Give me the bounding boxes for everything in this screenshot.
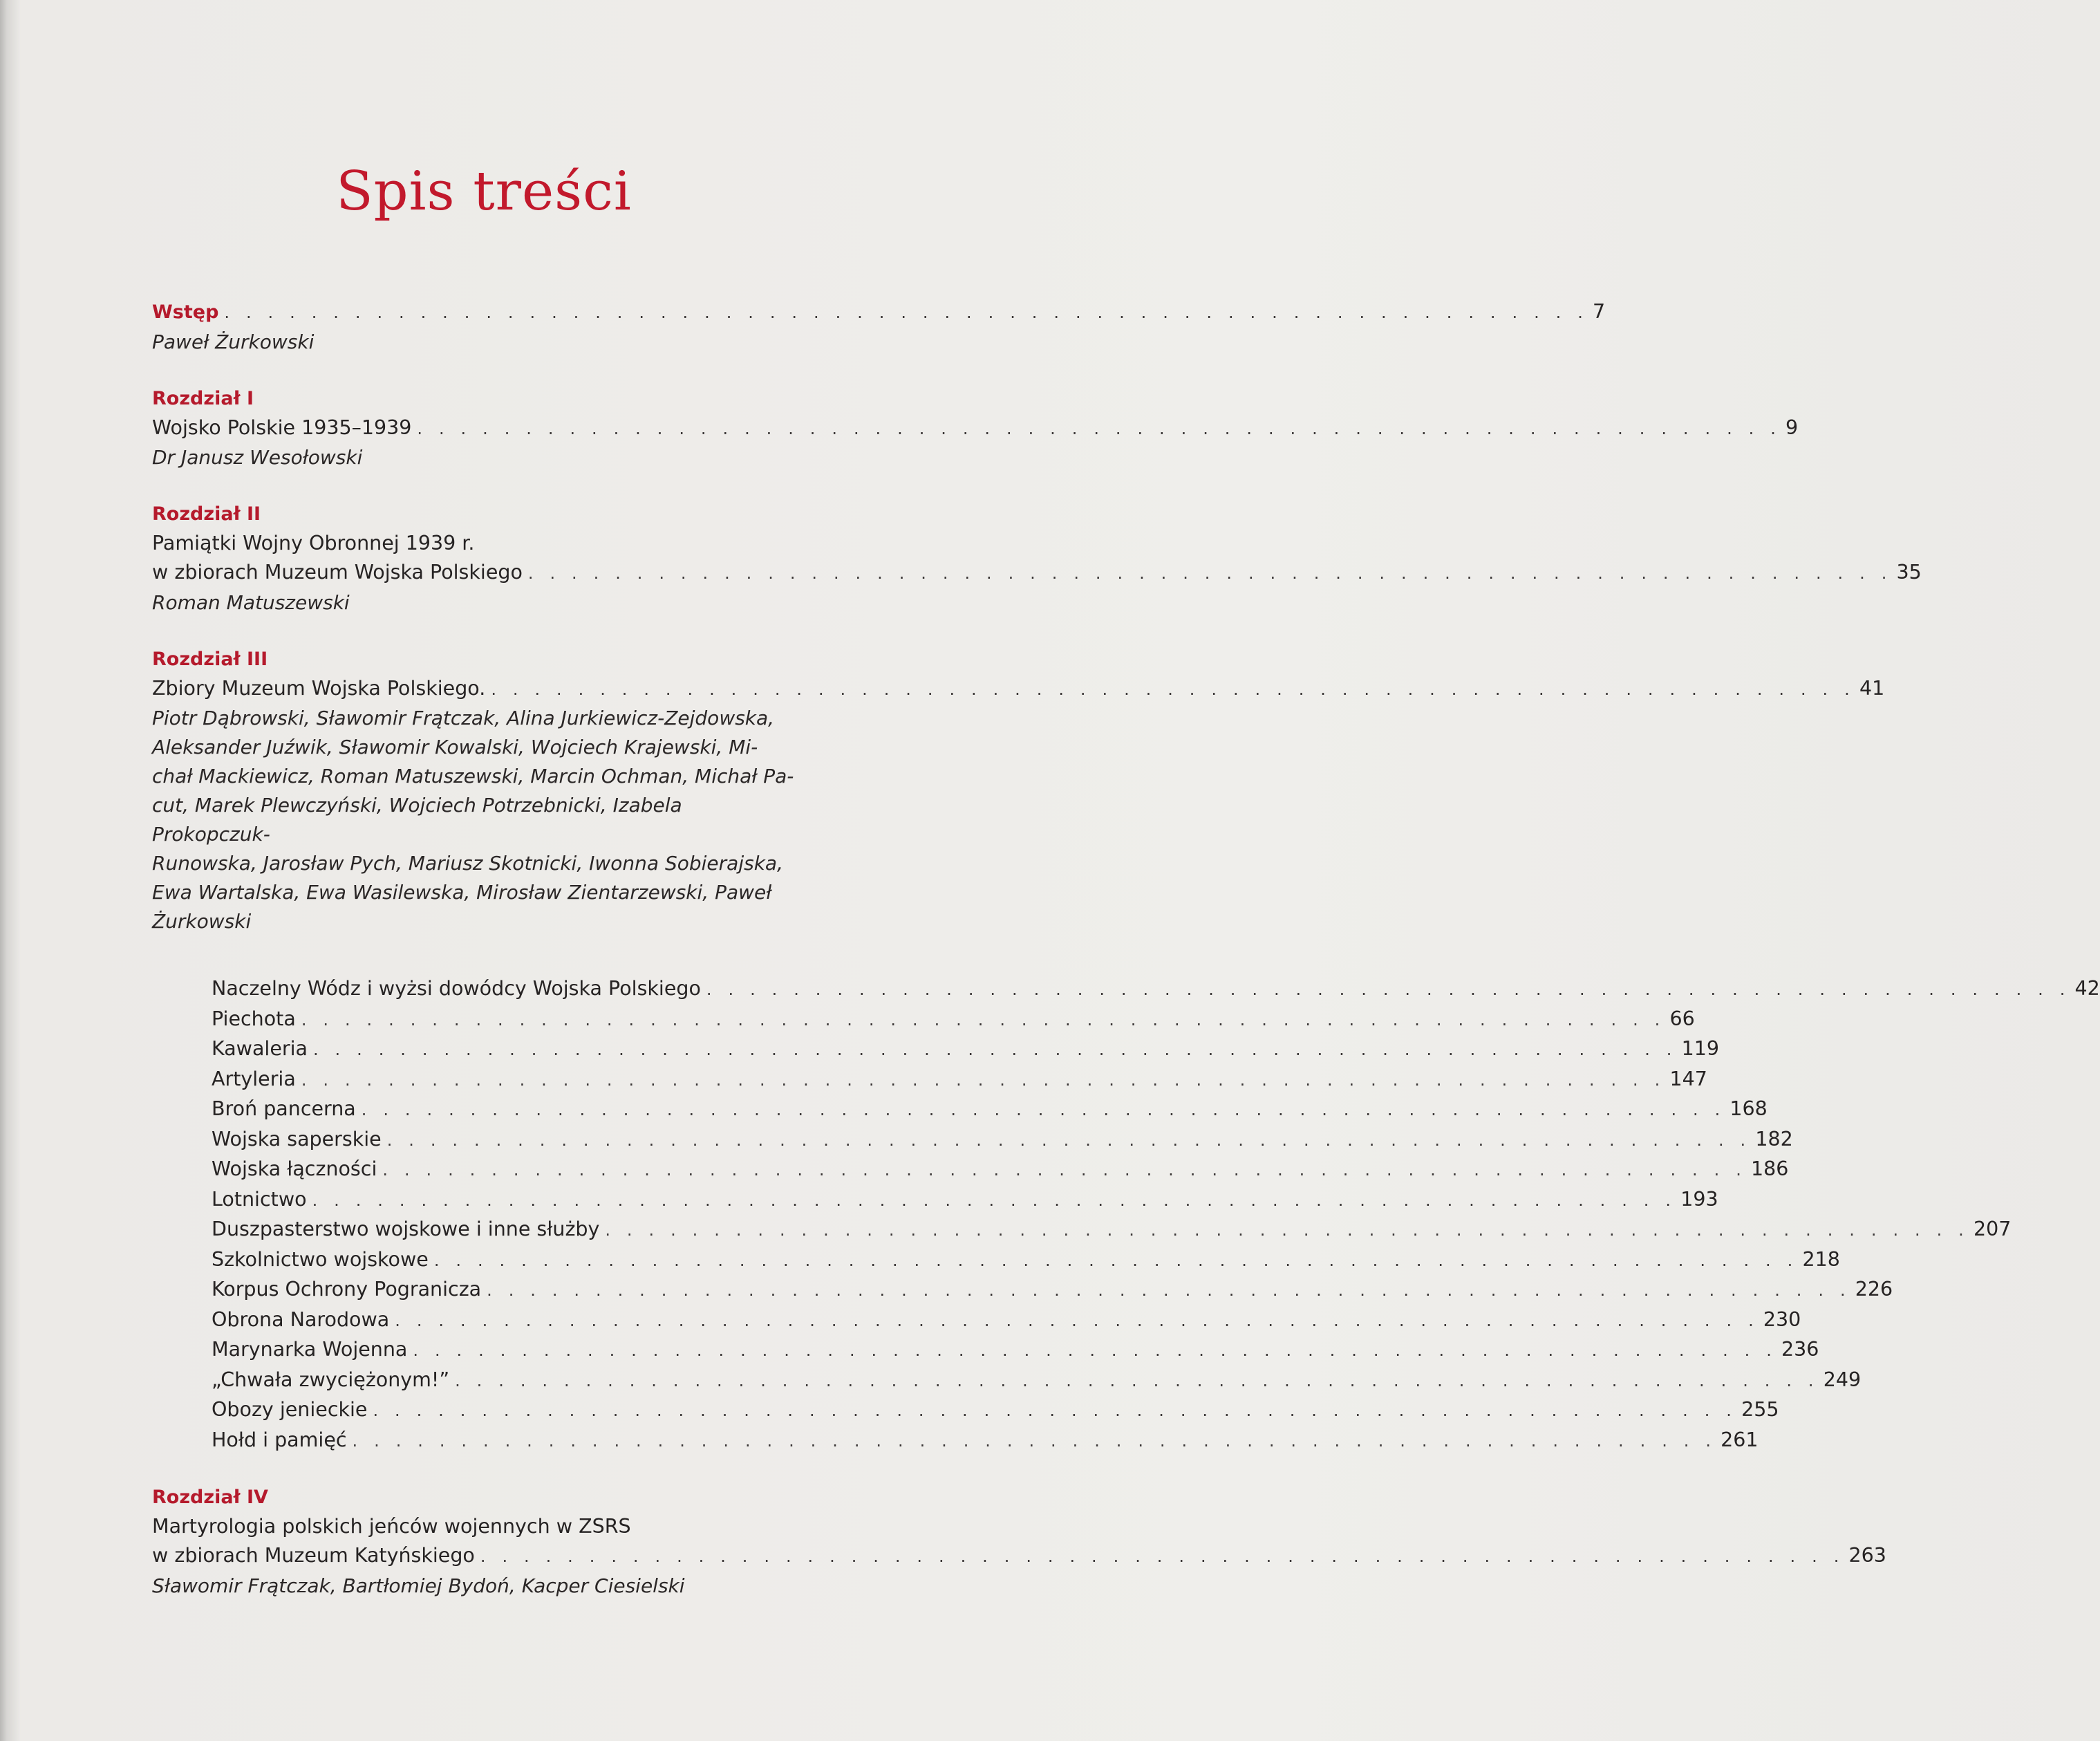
authors-line: Aleksander Juźwik, Sławomir Kowalski, Wojciech Krajewski, Mi- [152,736,758,758]
subsection-entry [212,1155,1789,1185]
subsection-title: Korpus Ochrony Pogranicza [212,1278,482,1301]
page-number: 236 [1781,1338,1819,1361]
dot-leader: . . . . . . . . . . . . . . . . . . . . . . . . . . . . . . . . . . . . . . . . . . . . . . . . . . . . . . . . . . . . . . . [480,1547,1845,1566]
page-number: 230 [1763,1307,1801,1331]
dot-leader: . . . . . . . . . . . . . . . . . . . . . . . . . . . . . . . . . . . . . . . . . . . . . . . . . . . . . . . . . . . . . . . [433,1250,1799,1270]
page-number: 207 [1973,1218,2012,1240]
subsection-entry [212,1095,1768,1125]
page-title: Spis treści [336,160,632,223]
dot-leader: . . . . . . . . . . . . . . . . . . . . . . . . . . . . . . . . . . . . . . . . . . . . . . . . . . . . . . . . . . . . . . . [605,1220,1969,1240]
subsection-title: Naczelny Wódz i wyżsi dowódcy Wojska Polskiego [212,977,701,1000]
subsection-entry [212,1125,1793,1155]
chapter-heading: Rozdział II [152,503,261,525]
subsection-title: Marynarka Wojenna [212,1338,408,1361]
dot-leader: . . . . . . . . . . . . . . . . . . . . . . . . . . . . . . . . . . . . . . . . . . . . . . . . . . . . . . . . . . . . . . . [224,303,1589,322]
toc-entry-chapter-3 [152,674,1885,705]
toc-section-chapter-3 [152,645,2100,1456]
subsection-title: Wojska łączności [212,1157,377,1180]
subsection-title: Lotnictwo [212,1187,307,1211]
subsection-title: Artyleria [212,1067,296,1090]
authors-line: chał Mackiewicz, Roman Matuszewski, Marcin Ochman, Michał Pa- [152,765,794,788]
entry-title: w zbiorach Muzeum Katyńskiego [152,1544,475,1567]
page-number: 147 [1669,1067,1707,1090]
toc-section-wstep [152,297,1606,357]
toc-entry-wstep [152,297,1606,328]
dot-leader: . . . . . . . . . . . . . . . . . . . . . . . . . . . . . . . . . . . . . . . . . . . . . . . . . . . . . . . . . . . . . . . [373,1401,1738,1420]
dot-leader: . . . . . . . . . . . . . . . . . . . . . . . . . . . . . . . . . . . . . . . . . . . . . . . . . . . . . . . . . . . . . . . [417,418,1782,438]
page-number: 263 [1848,1544,1886,1567]
subsection-entry [212,1065,1707,1095]
subsection-title: Hołd i pamięć [212,1428,347,1451]
entry-title: w zbiorach Muzeum Wojska Polskiego [152,561,523,584]
dot-leader: . . . . . . . . . . . . . . . . . . . . . . . . . . . . . . . . . . . . . . . . . . . . . . . . . . . . . . . . . . . . . . . [491,679,1855,699]
page-number: 218 [1802,1247,1840,1271]
dot-leader: . . . . . . . . . . . . . . . . . . . . . . . . . . . . . . . . . . . . . . . . . . . . . . . . . . . . . . . . . . . . . . . [706,980,2071,999]
authors-line: Runowska, Jarosław Pych, Mariusz Skotnicki, Iwonna Sobierajska, [152,852,783,875]
page-number: 261 [1721,1428,1759,1451]
page-number: 193 [1680,1187,1718,1211]
dot-leader: . . . . . . . . . . . . . . . . . . . . . . . . . . . . . . . . . . . . . . . . . . . . . . . . . . . . . . . . . . . . . . . [352,1431,1717,1451]
dot-leader: . . . . . . . . . . . . . . . . . . . . . . . . . . . . . . . . . . . . . . . . . . . . . . . . . . . . . . . . . . . . . . . [361,1100,1726,1119]
page-number: 186 [1751,1157,1789,1180]
subsection-entry [212,1426,1759,1456]
chapter-heading: Rozdział IV [152,1487,268,1508]
toc-entry-chapter-4 [152,1541,1886,1572]
page-number: 41 [1859,676,1885,700]
subsection-title: Wojska saperskie [212,1127,382,1151]
subsection-entry [212,1335,1819,1366]
subsection-entry [212,974,2100,1005]
page-number: 42 [2074,977,2100,1000]
toc-section-chapter-4 [152,1483,1886,1601]
page-number: 226 [1855,1278,1893,1301]
entry-title-line: Pamiątki Wojny Obronnej 1939 r. [152,532,475,555]
dot-leader: . . . . . . . . . . . . . . . . . . . . . . . . . . . . . . . . . . . . . . . . . . . . . . . . . . . . . . . . . . . . . . . [301,1070,1666,1090]
chapter-heading: Rozdział III [152,648,268,670]
page-number: 255 [1741,1398,1779,1421]
subsection-title: Obrona Narodowa [212,1307,390,1331]
toc-entry-chapter-2 [152,558,1922,588]
dot-leader: . . . . . . . . . . . . . . . . . . . . . . . . . . . . . . . . . . . . . . . . . . . . . . . . . . . . . . . . . . . . . . . [413,1341,1778,1360]
subsection-title: Kawaleria [212,1037,308,1060]
subsection-title: „Chwała zwyciężonym!” [212,1368,450,1391]
page-number: 119 [1681,1037,1720,1060]
authors-line: Żurkowski [152,910,252,933]
page-number: 182 [1755,1127,1793,1151]
table-of-contents [152,297,2100,1628]
dot-leader: . . . . . . . . . . . . . . . . . . . . . . . . . . . . . . . . . . . . . . . . . . . . . . . . . . . . . . . . . . . . . . . [301,1009,1666,1030]
dot-leader: . . . . . . . . . . . . . . . . . . . . . . . . . . . . . . . . . . . . . . . . . . . . . . . . . . . . . . . . . . . . . . . [386,1130,1752,1150]
page-number: 35 [1896,561,1922,584]
subsection-title: Szkolnictwo wojskowe [212,1247,429,1271]
subsection-title: Broń pancerna [212,1097,356,1120]
subsection-entry [212,1395,1779,1426]
page-number: 7 [1593,300,1606,323]
entry-author: Roman Matuszewski [152,590,350,614]
dot-leader: . . . . . . . . . . . . . . . . . . . . . . . . . . . . . . . . . . . . . . . . . . . . . . . . . . . . . . . . . . . . . . . [312,1040,1678,1059]
entry-title-line: Martyrologia polskich jeńców wojennych w ZSRS [152,1515,631,1538]
page-number: 66 [1669,1007,1695,1030]
dot-leader: . . . . . . . . . . . . . . . . . . . . . . . . . . . . . . . . . . . . . . . . . . . . . . . . . . . . . . . . . . . . . . . [487,1281,1851,1300]
subsection-title: Duszpasterstwo wojskowe i inne służby [212,1218,600,1240]
subsection-entry [212,1275,1893,1305]
toc-entry-chapter-1 [152,413,1799,444]
subsection-entry [212,1034,1720,1065]
dot-leader: . . . . . . . . . . . . . . . . . . . . . . . . . . . . . . . . . . . . . . . . . . . . . . . . . . . . . . . . . . . . . . . [382,1160,1747,1180]
authors-line: cut, Marek Plewczyński, Wojciech Potrzebnicki, Izabela Prokopczuk- [152,794,682,846]
subsection-entry [212,1005,1695,1035]
subsection-entry [212,1366,1862,1396]
dot-leader: . . . . . . . . . . . . . . . . . . . . . . . . . . . . . . . . . . . . . . . . . . . . . . . . . . . . . . . . . . . . . . . [312,1190,1677,1210]
page-number: 168 [1729,1097,1768,1120]
subsection-entry [212,1305,1801,1336]
subsection-entry [212,1185,1718,1216]
entry-title: Zbiory Muzeum Wojska Polskiego. [152,676,486,700]
toc-section-chapter-1 [152,384,1799,473]
entry-authors [152,704,819,936]
entry-title: Wojsko Polskie 1935–1939 [152,416,412,439]
authors-line: Piotr Dąbrowski, Sławomir Frątczak, Alina Jurkiewicz-Zejdowska, [152,707,775,729]
subsection-title: Piechota [212,1007,296,1030]
subsection-title: Obozy jenieckie [212,1398,368,1421]
entry-author: Paweł Żurkowski [152,330,315,353]
toc-section-chapter-2 [152,500,1922,617]
dot-leader: . . . . . . . . . . . . . . . . . . . . . . . . . . . . . . . . . . . . . . . . . . . . . . . . . . . . . . . . . . . . . . . [395,1310,1759,1330]
subsection-list [152,974,2100,1455]
subsection-entry [212,1215,2012,1245]
entry-heading: Wstęp [152,301,219,323]
page-number: 9 [1785,416,1799,439]
entry-author: Sławomir Frątczak, Bartłomiej Bydoń, Kacper Ciesielski [152,1574,685,1597]
chapter-heading: Rozdział I [152,387,254,409]
authors-line: Ewa Wartalska, Ewa Wasilewska, Mirosław Zientarzewski, Paweł [152,881,772,904]
subsection-entry [212,1245,1840,1276]
entry-author: Dr Janusz Wesołowski [152,446,363,469]
dot-leader: . . . . . . . . . . . . . . . . . . . . . . . . . . . . . . . . . . . . . . . . . . . . . . . . . . . . . . . . . . . . . . . [527,564,1893,583]
dot-leader: . . . . . . . . . . . . . . . . . . . . . . . . . . . . . . . . . . . . . . . . . . . . . . . . . . . . . . . . . . . . . . . [455,1370,1819,1390]
page-number: 249 [1823,1368,1862,1391]
